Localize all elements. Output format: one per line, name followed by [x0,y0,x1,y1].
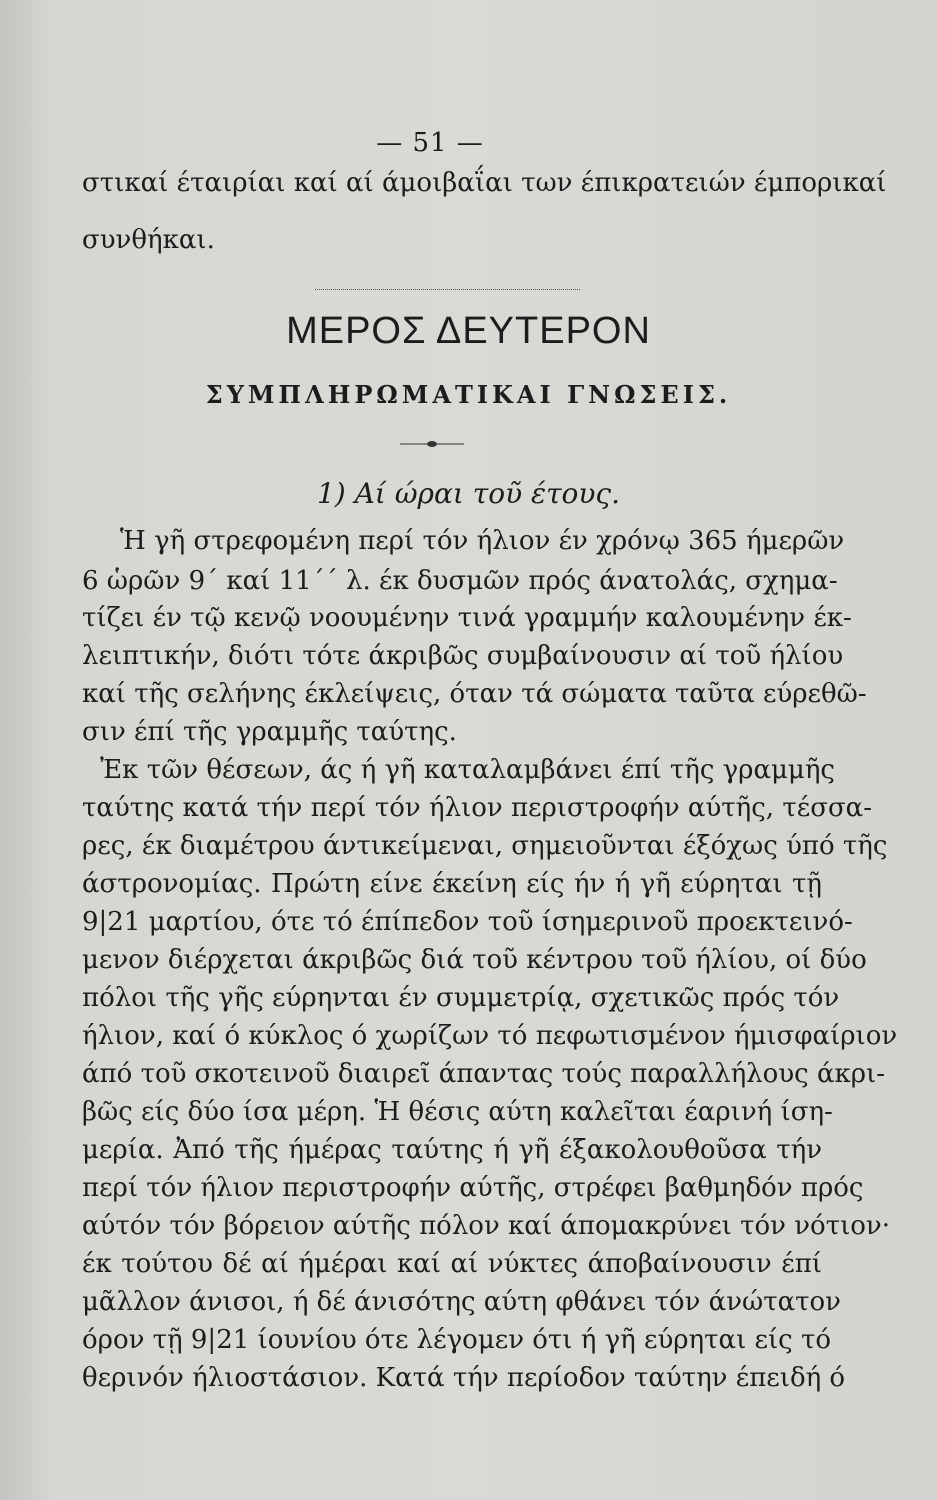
paragraph-1-line: σιν έπί τῆς γραμμῆς ταύτης. [82,717,457,747]
paragraph-1-line: τίζει έν τῷ κενῷ νοουμένην τινά γραμμήν καλουμένην έκ- [82,603,852,633]
paragraph-2-line: βῶς είς δύο ίσα μέρη. Ἡ θέσις αύτη καλεῖται έαρινή ίση- [82,1097,833,1127]
paragraph-1-line: λειπτικήν, διότι τότε άκριβῶς συμβαίνουσιν αί τοῦ ήλίου [82,641,844,671]
paragraph-1-line: 6 ὡρῶν 9΄ καί 11΄΄ λ. έκ δυσμῶν πρός άνατολάς, σχημα- [82,566,838,596]
paragraph-2-line: έκ τούτου δέ αί ήμέραι καί αί νύκτες άποβαίνουσιν έπί [82,1249,822,1279]
paragraph-1-line: καί τῆς σελήνης έκλείψεις, όταν τά σώματα ταῦτα εύρεθῶ- [82,679,867,709]
section-heading: 1) Αί ώραι τοῦ έτους. [316,477,621,510]
page-number: — 51 — [376,128,484,158]
part-title: ΜΕΡΟΣ ΔΕΥΤΕΡΟΝ [286,310,651,352]
paragraph-2-line: ταύτης κατά τήν περί τόν ήλιον περιστροφήν αύτῆς, τέσσα- [82,793,873,823]
paragraph-2-line: πόλοι τῆς γῆς εύρηνται έν συμμετρίᾳ, σχετικῶς πρός τόν [82,983,840,1013]
paragraph-2-line: μερία. Ἀπό τῆς ήμέρας ταύτης ή γῆ έξακολουθοῦσα τήν [82,1135,822,1165]
paragraph-2-line: αύτόν τόν βόρειον αύτῆς πόλον καί άπομακρύνει τόν νότιον· [82,1211,890,1241]
carryover-line-2: συνθήκαι. [82,225,215,255]
paragraph-2-line: όρον τῇ 9|21 ίουνίου ότε λέγομεν ότι ή γῆ εύρηται είς τό [82,1325,832,1355]
section-divider-line [315,289,580,290]
paragraph-2-line: ρες, έκ διαμέτρου άντικείμεναι, σημειοῦνται έξόχως ύπό τῆς [82,831,888,861]
paragraph-2-line: ήλιον, καί ό κύκλος ό χωρίζων τό πεφωτισμένον ήμισφαίριον [82,1021,898,1051]
paragraph-2-line: θερινόν ήλιοστάσιον. Κατά τήν περίοδον ταύτην έπειδή ό [82,1363,846,1393]
paragraph-1-line: Ἡ γῆ στρεφομένη περί τόν ήλιον έν χρόνῳ 365 ήμερῶν [120,526,845,556]
ornament-divider [400,438,464,450]
paragraph-2-line: άπό τοῦ σκοτεινοῦ διαιρεῖ άπαντας τούς παραλλήλους άκρι- [82,1059,886,1089]
carryover-line-1: στικαί έταιρίαι καί αί άμοιβαΐαι των έπικρατειών έμπορικαί [82,168,887,198]
paragraph-2-line: άστρονομίας. Πρώτη είνε έκείνη είς ήν ή γῆ εύρηται τῇ [82,869,822,899]
paragraph-2-line: περί τόν ήλιον περιστροφήν αύτῆς, στρέφει βαθμηδόν πρός [82,1173,864,1203]
part-subtitle: ΣΥΜΠΛΗΡΩΜΑΤΙΚΑΙ ΓΝΩΣΕΙΣ. [205,380,732,409]
paragraph-2-line: 9|21 μαρτίου, ότε τό έπίπεδον τοῦ ίσημερινοῦ προεκτεινό- [82,907,853,937]
paragraph-2-line: μᾶλλον άνισοι, ή δέ άνισότης αύτη φθάνει τόν άνώτατον [82,1287,841,1317]
paragraph-2-line: Ἐκ τῶν θέσεων, άς ή γῆ καταλαμβάνει έπί τῆς γραμμῆς [100,755,835,785]
paragraph-2-line: μενον διέρχεται άκριβῶς διά τοῦ κέντρου τοῦ ήλίου, οί δύο [82,945,867,975]
